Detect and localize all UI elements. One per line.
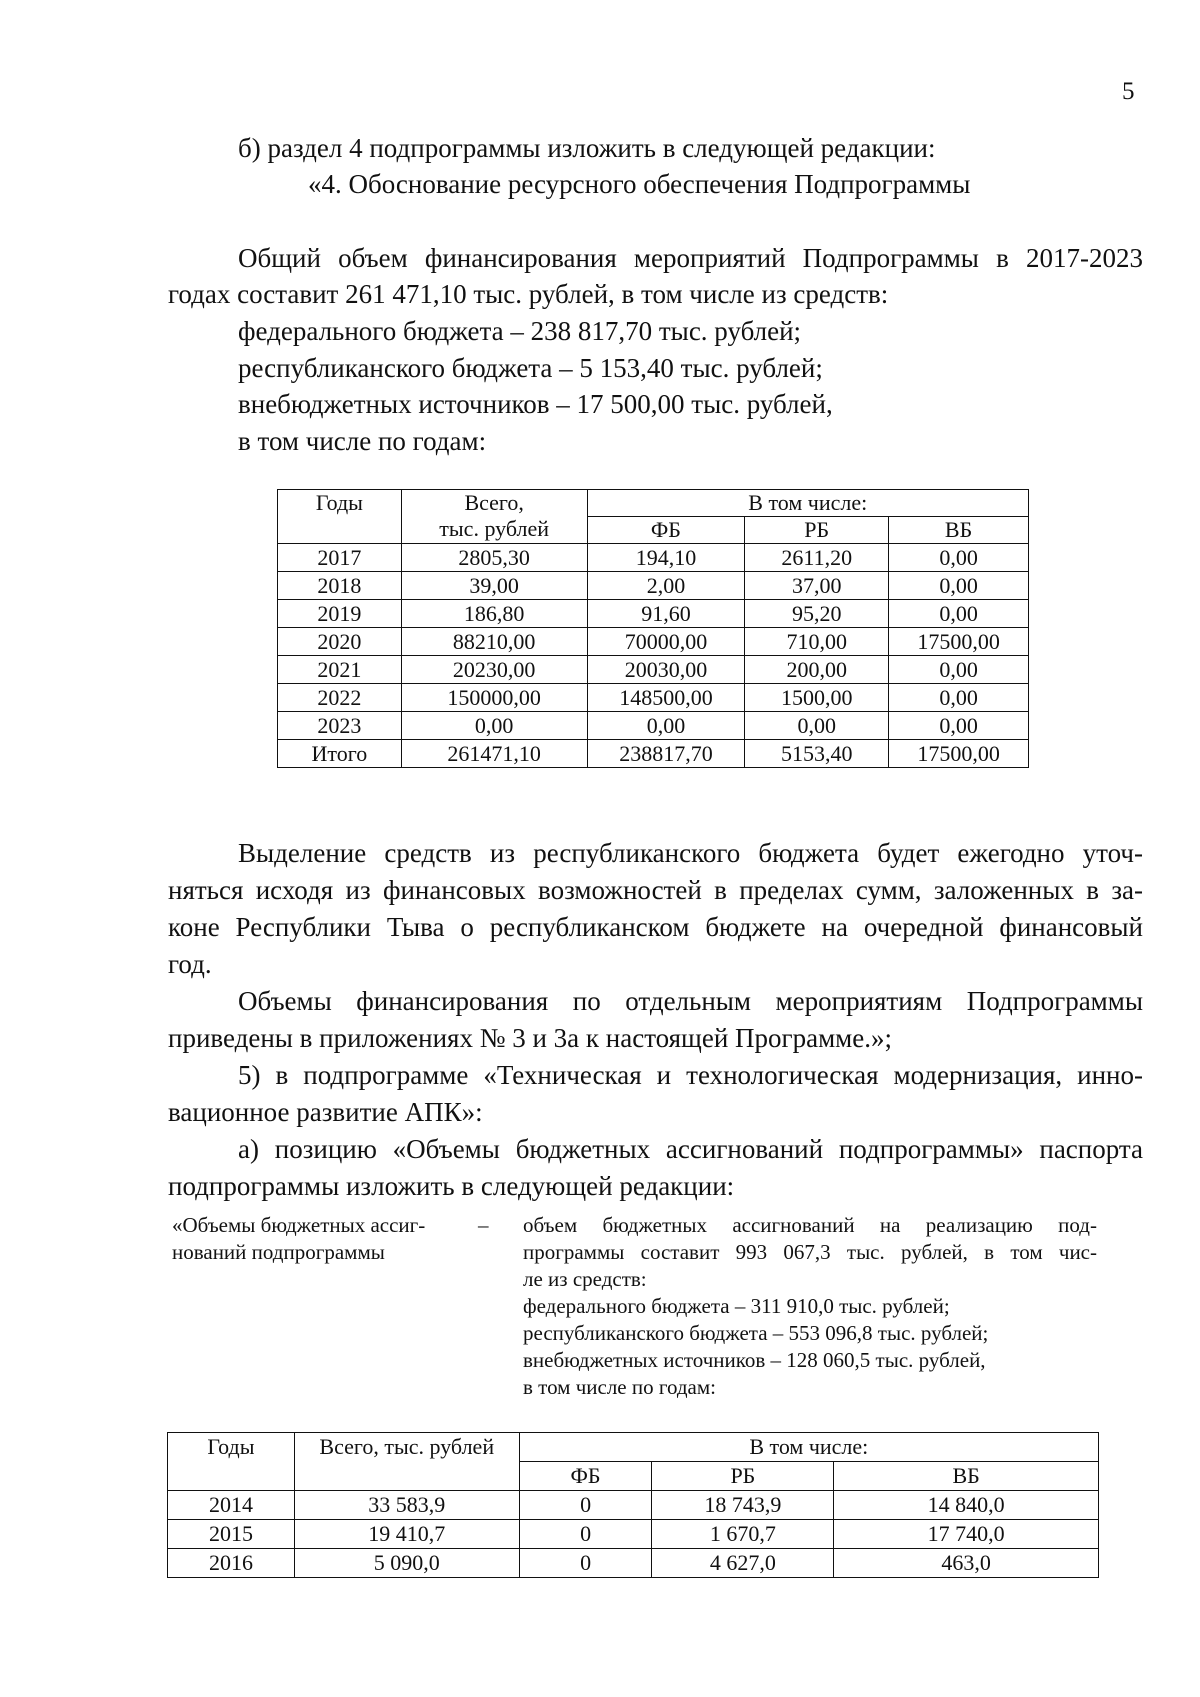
table2-cell-total: 33 583,9 [294,1491,519,1520]
table1-cell-fb: 20030,00 [587,656,745,684]
para2-line-2: приведены в приложениях № 3 и 3а к настоящей Программе.»; [168,1023,892,1053]
passport-value-line2: программы составит 993 067,3 тыс. рублей, в том чис- [523,1240,1097,1264]
passport-value-line6: внебюджетных источников – 128 060,5 тыс. рублей, [523,1348,986,1372]
table2-cell-vb: 463,0 [834,1549,1099,1578]
passport-value-line3: ле из средств: [523,1267,647,1291]
table1-header-vb: ВБ [889,517,1029,544]
table1-cell-rb: 200,00 [745,656,889,684]
funding-by-years: в том числе по годам: [238,426,487,456]
table2-cell-fb: 0 [519,1491,652,1520]
table1-row [278,572,1029,600]
table2-cell-year: 2016 [168,1549,295,1578]
table1-cell-rb: 5153,40 [745,740,889,768]
table1-cell-fb: 0,00 [587,712,745,740]
para2-line-1: Объемы финансирования по отдельным мероприятиям Подпрограммы [238,986,1143,1016]
funding-extra: внебюджетных источников – 17 500,00 тыс. рублей, [238,389,833,419]
table1-cell-vb: 0,00 [889,600,1029,628]
table2-cell-year: 2014 [168,1491,295,1520]
table2-cell-rb: 18 743,9 [652,1491,834,1520]
table1-row [278,712,1029,740]
passport-value-line7: в том числе по годам: [523,1375,716,1399]
para1-line-1: Выделение средств из республиканского бюджета будет ежегодно уточ- [238,838,1143,868]
table1-cell-fb: 238817,70 [587,740,745,768]
table2-cell-fb: 0 [519,1549,652,1578]
table1-cell-total: 2805,30 [401,544,587,572]
passport-label-line1: «Объемы бюджетных ассиг- [172,1213,426,1237]
table1-cell-total: 261471,10 [401,740,587,768]
table1-cell-year: 2021 [278,656,402,684]
table2-row [168,1520,1099,1549]
table1-cell-vb: 17500,00 [889,628,1029,656]
table1-row [278,600,1029,628]
table1-cell-fb: 148500,00 [587,684,745,712]
table1-cell-fb: 2,00 [587,572,745,600]
table1-cell-vb: 0,00 [889,712,1029,740]
para1-line-2: няться исходя из финансовых возможностей в пределах сумм, заложенных в за- [168,875,1143,905]
table1-cell-year: 2022 [278,684,402,712]
table1-cell-total: 20230,00 [401,656,587,684]
table2-cell-rb: 4 627,0 [652,1549,834,1578]
table1-cell-fb: 194,10 [587,544,745,572]
table1-cell-rb: 2611,20 [745,544,889,572]
table2-header-rb: РБ [652,1462,834,1491]
table2-row [168,1491,1099,1520]
table1-cell-vb: 0,00 [889,684,1029,712]
table1-cell-vb: 0,00 [889,572,1029,600]
table1-cell-fb: 70000,00 [587,628,745,656]
table1-header-including: В том числе: [587,490,1028,517]
table1-cell-vb: 17500,00 [889,740,1029,768]
table1-row [278,684,1029,712]
passport-label-line2: нований подпрограммы [172,1240,385,1264]
table1-cell-total: 88210,00 [401,628,587,656]
funding-table-2017-2023 [277,489,1029,768]
section-heading: «4. Обоснование ресурсного обеспечения Подпрограммы [308,169,971,199]
table1-cell-year: Итого [278,740,402,768]
passport-value-line5: республиканского бюджета – 553 096,8 тыс. рублей; [523,1321,989,1345]
table2-cell-fb: 0 [519,1520,652,1549]
funding-table-2014-2016 [167,1432,1099,1578]
table1-row [278,740,1029,768]
funding-republic: республиканского бюджета – 5 153,40 тыс. рублей; [238,353,823,383]
para4-line-1: а) позицию «Объемы бюджетных ассигнований подпрограммы» паспорта [238,1134,1143,1164]
table1-cell-year: 2018 [278,572,402,600]
table2-header-including: В том числе: [519,1433,1098,1462]
table1-cell-rb: 1500,00 [745,684,889,712]
table1-header-total [401,490,587,544]
table2-cell-year: 2015 [168,1520,295,1549]
funding-line-2: годах составит 261 471,10 тыс. рублей, в том числе из средств: [168,279,889,309]
table1-header-years: Годы [278,490,402,544]
table2-cell-total: 19 410,7 [294,1520,519,1549]
table1-row [278,656,1029,684]
page-number: 5 [1122,78,1135,105]
funding-line-1: Общий объем финансирования мероприятий Подпрограммы в 2017-2023 [238,243,1143,273]
table2-header-years: Годы [168,1433,295,1491]
table2-header-total: Всего, тыс. рублей [294,1433,519,1491]
table1-cell-year: 2017 [278,544,402,572]
table2-header-fb: ФБ [519,1462,652,1491]
table1-row [278,628,1029,656]
para1-line-3: коне Республики Тыва о республиканском бюджете на очередной финансовый [168,912,1143,942]
table1-cell-rb: 710,00 [745,628,889,656]
table1-cell-total: 150000,00 [401,684,587,712]
table2-header-row-1 [168,1433,1099,1462]
table1-cell-year: 2019 [278,600,402,628]
table2-cell-total: 5 090,0 [294,1549,519,1578]
passport-value-line1: объем бюджетных ассигнований на реализацию под- [523,1213,1097,1237]
table1-row [278,544,1029,572]
item-b: б) раздел 4 подпрограммы изложить в следующей редакции: [238,133,936,163]
table1-cell-rb: 95,20 [745,600,889,628]
passport-value [523,1212,1097,1401]
passport-value-line4: федерального бюджета – 311 910,0 тыс. рублей; [523,1294,950,1318]
para4-line-2: подпрограммы изложить в следующей редакции: [168,1171,735,1201]
table2-row [168,1549,1099,1578]
table1-cell-total: 39,00 [401,572,587,600]
para3-line-1: 5) в подпрограмме «Техническая и технологическая модернизация, инно- [238,1060,1143,1090]
table2-cell-rb: 1 670,7 [652,1520,834,1549]
table1-cell-vb: 0,00 [889,544,1029,572]
table1-cell-rb: 0,00 [745,712,889,740]
para3-line-2: вационное развитие АПК»: [168,1097,483,1127]
passport-label [172,1212,512,1266]
table1-header-fb: ФБ [587,517,745,544]
table2-cell-vb: 17 740,0 [834,1520,1099,1549]
table1-cell-year: 2020 [278,628,402,656]
table1-header-row-1 [278,490,1029,517]
table1-cell-total: 0,00 [401,712,587,740]
funding-federal: федерального бюджета – 238 817,70 тыс. рублей; [238,316,802,346]
table1-header-total-line1: Всего, [464,490,524,515]
table1-header-total-line2: тыс. рублей [439,516,550,541]
table1-cell-year: 2023 [278,712,402,740]
para1-line-4: год. [168,949,212,979]
table1-cell-fb: 91,60 [587,600,745,628]
passport-dash: – [478,1213,489,1237]
table1-cell-total: 186,80 [401,600,587,628]
table1-header-rb: РБ [745,517,889,544]
table2-cell-vb: 14 840,0 [834,1491,1099,1520]
table2-header-vb: ВБ [834,1462,1099,1491]
table1-cell-rb: 37,00 [745,572,889,600]
table1-cell-vb: 0,00 [889,656,1029,684]
